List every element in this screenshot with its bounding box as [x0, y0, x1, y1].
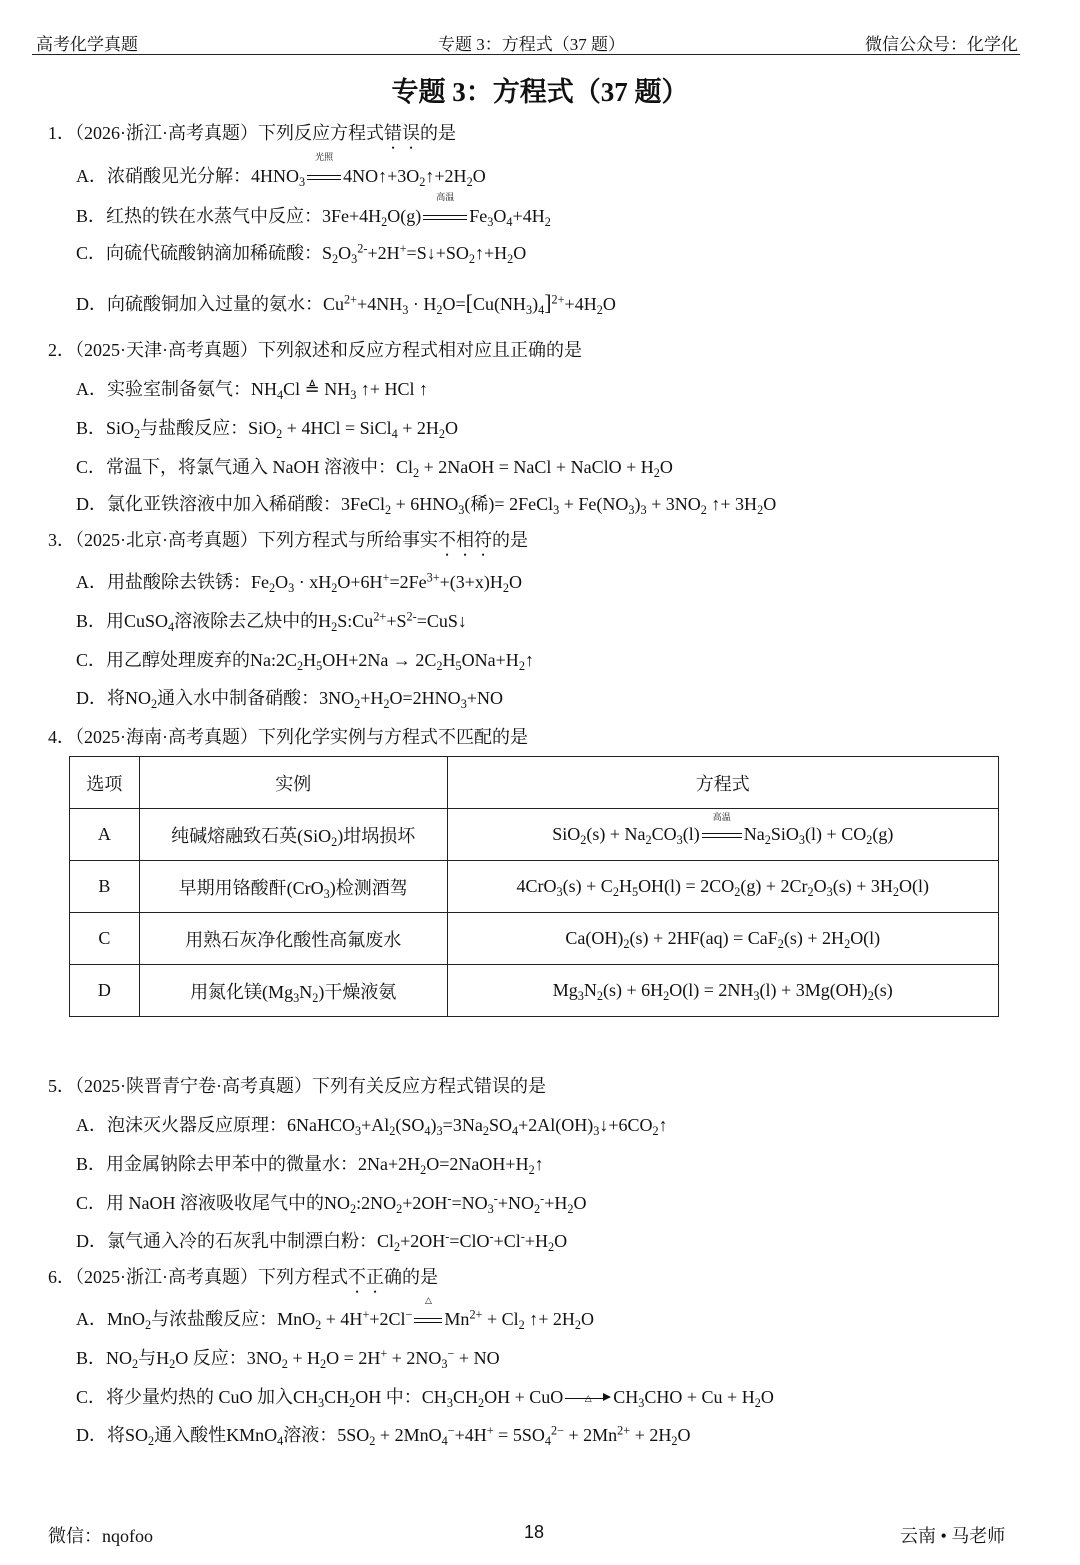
option-3b: B．用CuSO$_4$溶液除去乙炔中的$H_2S:Cu^{2+}+S^{2-}=CuS↓$ — [76, 609, 467, 634]
option-5d: D．氯气通入冷的石灰乳中制漂白粉：$Cl_2+2OH^-=ClO^-+Cl^-+H_2O$ — [76, 1229, 568, 1254]
header-right: 微信公众号：化学化 — [865, 35, 1018, 54]
table-cell: $Mg_3N_2(s) + 6H_2O(l) = 2NH_3(l) + 3Mg(OH)_2(s)$ — [447, 965, 998, 1017]
option-6d: D．将$SO_2$通入酸性KMnO$_4$溶液：$5SO_2 + 2MnO_4^-+4H^+ = 5SO_4^{2-} + 2Mn^{2+} + 2H_2O$ — [76, 1423, 691, 1448]
option-6c: C．将少量灼热的 CuO 加入$CH_3CH_2OH$ 中：$CH_3CH_2OH$ + CuO △ $CH_3CHO + Cu + H_2O$ — [76, 1387, 774, 1410]
page-title: 专题 3：方程式（37 题） — [391, 77, 689, 107]
question-2-stem: 2．（2025·天津·高考真题）下列叙述和反应方程式相对应且正确的是 — [48, 340, 582, 360]
table-cell: $4CrO_3(s) + C_2H_5OH(l) = 2CO_2(g) + 2Cr_2O_3(s) + 3H_2O(l)$ — [447, 861, 998, 913]
question-1-stem: 1．（2026·浙江·高考真题）下列反应方程式错误的是 — [48, 123, 456, 143]
option-2a: A．实验室制备氨气：$NH_4Cl$ ≜ $NH_3$ ↑+ HCl ↑ — [76, 379, 429, 402]
option-2d: D．氯化亚铁溶液中加入稀硝酸：3FeCl$_2$ + $6HNO_3$(稀)= 2FeCl$_3$ + $Fe(NO_3)_3 + 3NO_2$ ↑+ $3H_2O$ — [76, 494, 777, 517]
table-header: 实例 — [139, 757, 447, 809]
table-row — [70, 913, 999, 965]
question-number: 5． — [48, 1076, 75, 1096]
table-header: 选项 — [70, 757, 140, 809]
emphasis-text: 错误 — [384, 123, 420, 143]
option-2c: C．常温下，将氯气通入 NaOH 溶液中：$Cl_2$ + 2NaOH = NaCl + NaClO + $H_2O$ — [76, 457, 673, 480]
page-number: 18 — [524, 1522, 545, 1542]
comparison-table — [69, 756, 999, 1017]
question-number: 6． — [48, 1267, 75, 1287]
question-source: （2025·天津·高考真题） — [75, 340, 258, 360]
question-source: （2026·浙江·高考真题） — [75, 123, 258, 143]
footer-right: 云南 • 马老师 — [900, 1526, 1006, 1546]
header-left: 高考化学真题 — [36, 35, 138, 54]
header-divider — [32, 54, 1020, 55]
question-4-stem: 4．（2025·海南·高考真题）下列化学实例与方程式不匹配的是 — [48, 727, 528, 747]
table-header-row — [70, 757, 999, 809]
question-source: （2025·陕晋青宁卷·高考真题） — [75, 1076, 312, 1096]
question-6-stem: 6．（2025·浙江·高考真题）下列方程式不正确的是 — [48, 1267, 438, 1287]
question-number: 4． — [48, 727, 75, 747]
header-center: 专题 3：方程式（37 题） — [438, 35, 625, 54]
option-1d: D．向硫酸铜加入过量的氨水：$Cu^{2+}+4NH_3 \cdot H_2O=[Cu(NH_3)_4]^{2+}+4H_2O$ — [76, 290, 616, 317]
question-source: （2025·浙江·高考真题） — [75, 1267, 258, 1287]
question-number: 3． — [48, 530, 75, 550]
reaction-condition: 光照 — [307, 164, 341, 188]
footer-left: 微信：nqofoo — [48, 1526, 153, 1546]
table-cell: A — [70, 809, 140, 861]
option-6b: B．$NO_2$与$H_2O$ 反应：$3NO_2 + H_2O = 2H^+ + 2NO_3^-$ + NO — [76, 1346, 500, 1371]
option-5a: A．泡沫灭火器反应原理：$6NaHCO_3+Al_2(SO_4)_3=3Na_2SO_4+2Al(OH)_3↓+6CO_2↑$ — [76, 1115, 668, 1138]
option-6a: A．MnO$_2$与浓盐酸反应：MnO$_2$ + 4H++2Cl− △ $Mn^{2+} + Cl_2$ ↑+ $2H_2O$ — [76, 1295, 595, 1332]
option-3c: C．用乙醇处理废弃的$Na:2C_2H_5OH+2Na$ → $2C_2H_5ONa+H_2↑$ — [76, 650, 534, 673]
question-number: 1． — [48, 123, 75, 143]
option-1b: B．红热的铁在水蒸气中反应：$3Fe+4H_2O(g)$ 高温 $Fe_3O_4+4H_2$ — [76, 192, 551, 229]
emphasis-text: 不相符 — [438, 530, 492, 550]
option-3a: A．用盐酸除去铁锈：$Fe_2O_3 \cdot xH_2O+6H^+=2Fe^{3+}+(3+x)H_2O$ — [76, 570, 523, 595]
table-header: 方程式 — [447, 757, 998, 809]
question-5-stem: 5．（2025·陕晋青宁卷·高考真题）下列有关反应方程式错误的是 — [48, 1076, 546, 1096]
question-source: （2025·北京·高考真题） — [75, 530, 258, 550]
option-5c: C．用 NaOH 溶液吸收尾气中的$NO_2:2NO_2+2OH^-=NO_3^-+NO_2^-+H_2O$ — [76, 1191, 587, 1216]
option-1c: C．向硫代硫酸钠滴加稀硫酸：$S_2O_3^{2-}+2H^+=S↓+SO_2↑+H_2O$ — [76, 241, 527, 266]
table-row — [70, 965, 999, 1017]
reaction-arrow: △ — [565, 1398, 611, 1399]
emphasis-text: 不正 — [348, 1267, 384, 1287]
question-3-stem: 3．（2025·北京·高考真题）下列方程式与所给事实不相符的是 — [48, 530, 528, 550]
option-5b: B．用金属钠除去甲苯中的微量水：$2Na+2H_2O=2NaOH+H_2↑$ — [76, 1154, 544, 1177]
table-cell: D — [70, 965, 140, 1017]
table-cell: $Ca(OH)_2(s) + 2HF(aq) = CaF_2(s) + 2H_2O(l)$ — [447, 913, 998, 965]
table-cell: 用氮化镁$(Mg_3N_2)$干燥液氨 — [139, 965, 447, 1017]
table-cell: 用熟石灰净化酸性高氟废水 — [139, 913, 447, 965]
table-cell: $SiO_2(s) + Na_2CO_3(l)$ 高温 $Na_2SiO_3(l) + CO_2(g)$ — [447, 809, 998, 861]
reaction-condition: △ — [414, 1307, 442, 1331]
table-cell: 早期用铬酸酐(CrO$_3$)检测酒驾 — [139, 861, 447, 913]
question-number: 2． — [48, 340, 75, 360]
table-row — [70, 809, 999, 861]
option-3d: D．将$NO_2$通入水中制备硝酸：$3NO_2+H_2O=2HNO_3+NO$ — [76, 688, 503, 711]
table-row — [70, 861, 999, 913]
table-cell: 纯碱熔融致石英(SiO$_2$)坩埚损坏 — [139, 809, 447, 861]
reaction-condition: 高温 — [423, 204, 467, 228]
table-cell: B — [70, 861, 140, 913]
option-1a: A．浓硝酸见光分解：$4HNO_3$ 光照 $4NO↑+3O_2↑+2H_2O$ — [76, 152, 486, 189]
table-cell: C — [70, 913, 140, 965]
option-2b: B．SiO$_2$与盐酸反应：SiO$_2$ + 4HCl = SiCl$_4$ + $2H_2O$ — [76, 418, 459, 441]
question-source: （2025·海南·高考真题） — [75, 727, 258, 747]
